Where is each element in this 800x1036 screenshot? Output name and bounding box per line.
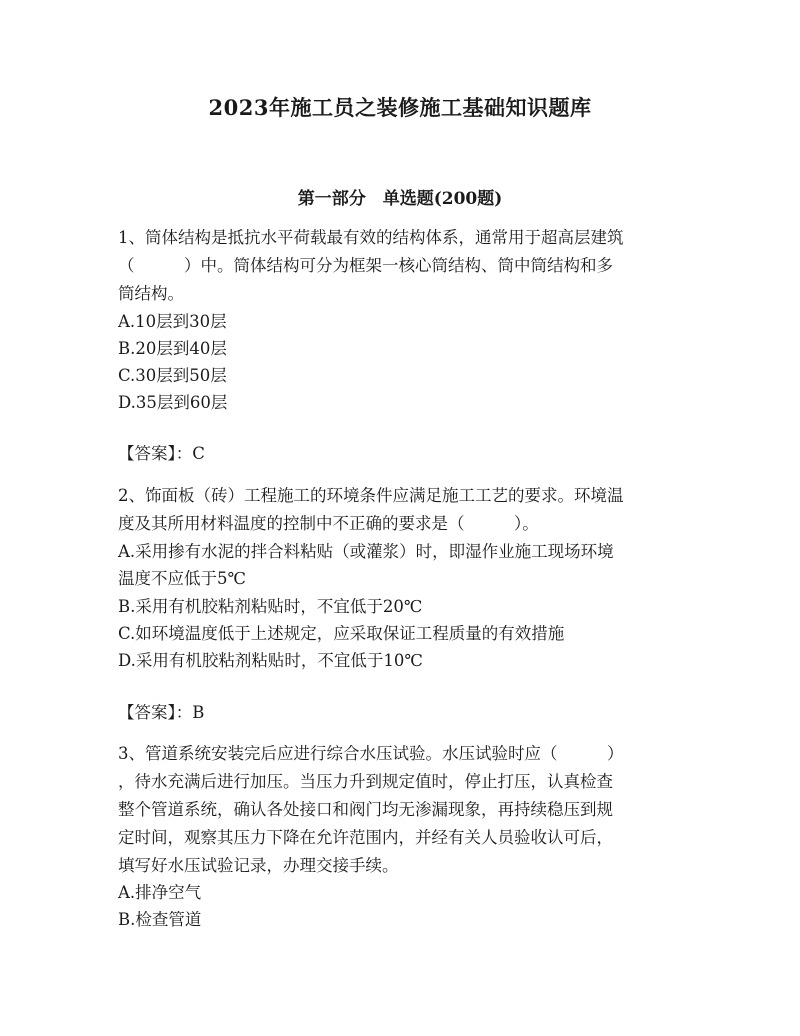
question-2-stem-line-2: 度及其所用材料温度的控制中不正确的要求是（ ）。: [118, 514, 539, 533]
question-2-answer: 【答案】：B: [118, 703, 205, 722]
question-3-stem-line-1: 3、管道系统安装完后应进行综合水压试验。水压试验时应（ ）: [118, 744, 624, 763]
section-heading: 第一部分 单选题(200题): [297, 189, 503, 209]
question-2-option-a-line-2: 温度不应低于5℃: [118, 569, 246, 588]
question-1-option-b: B.20层到40层: [118, 339, 227, 358]
page-title: 2023年施工员之装修施工基础知识题库: [208, 95, 592, 120]
question-2-option-d: D.采用有机胶粘剂粘贴时，不宜低于10℃: [118, 651, 423, 670]
question-2-stem-line-1: 2、饰面板（砖）工程施工的环境条件应满足施工工艺的要求。环境温: [118, 486, 624, 505]
question-1-stem-line-3: 筒结构。: [118, 284, 184, 303]
question-3-stem-line-2: ，待水充满后进行加压。当压力升到规定值时，停止打压，认真检查: [118, 772, 613, 791]
question-3-option-a: A.排净空气: [118, 883, 202, 902]
question-1-answer: 【答案】：C: [118, 444, 205, 463]
question-1-stem-line-2: （ ）中。筒体结构可分为框架一核心筒结构、筒中筒结构和多: [118, 256, 613, 275]
question-1-option-a: A.10层到30层: [118, 312, 227, 331]
question-3-stem-line-4: 定时间，观察其压力下降在允许范围内，并经有关人员验收认可后，: [118, 828, 613, 847]
question-3-stem-line-3: 整个管道系统，确认各处接口和阀门均无渗漏现象，再持续稳压到规: [118, 800, 613, 819]
question-3-option-b: B.检查管道: [118, 910, 202, 929]
question-2-option-b: B.采用有机胶粘剂粘贴时，不宜低于20℃: [118, 597, 423, 616]
question-1-option-c: C.30层到50层: [118, 366, 227, 385]
question-1-stem-line-1: 1、筒体结构是抵抗水平荷载最有效的结构体系，通常用于超高层建筑: [118, 228, 624, 247]
question-2-option-c: C.如环境温度低于上述规定，应采取保证工程质量的有效措施: [118, 624, 565, 643]
question-2-option-a-line-1: A.采用掺有水泥的拌合料粘贴（或灌浆）时，即湿作业施工现场环境: [118, 542, 614, 561]
question-1-option-d: D.35层到60层: [118, 393, 228, 412]
question-3-stem-line-5: 填写好水压试验记录，办理交接手续。: [118, 856, 399, 875]
